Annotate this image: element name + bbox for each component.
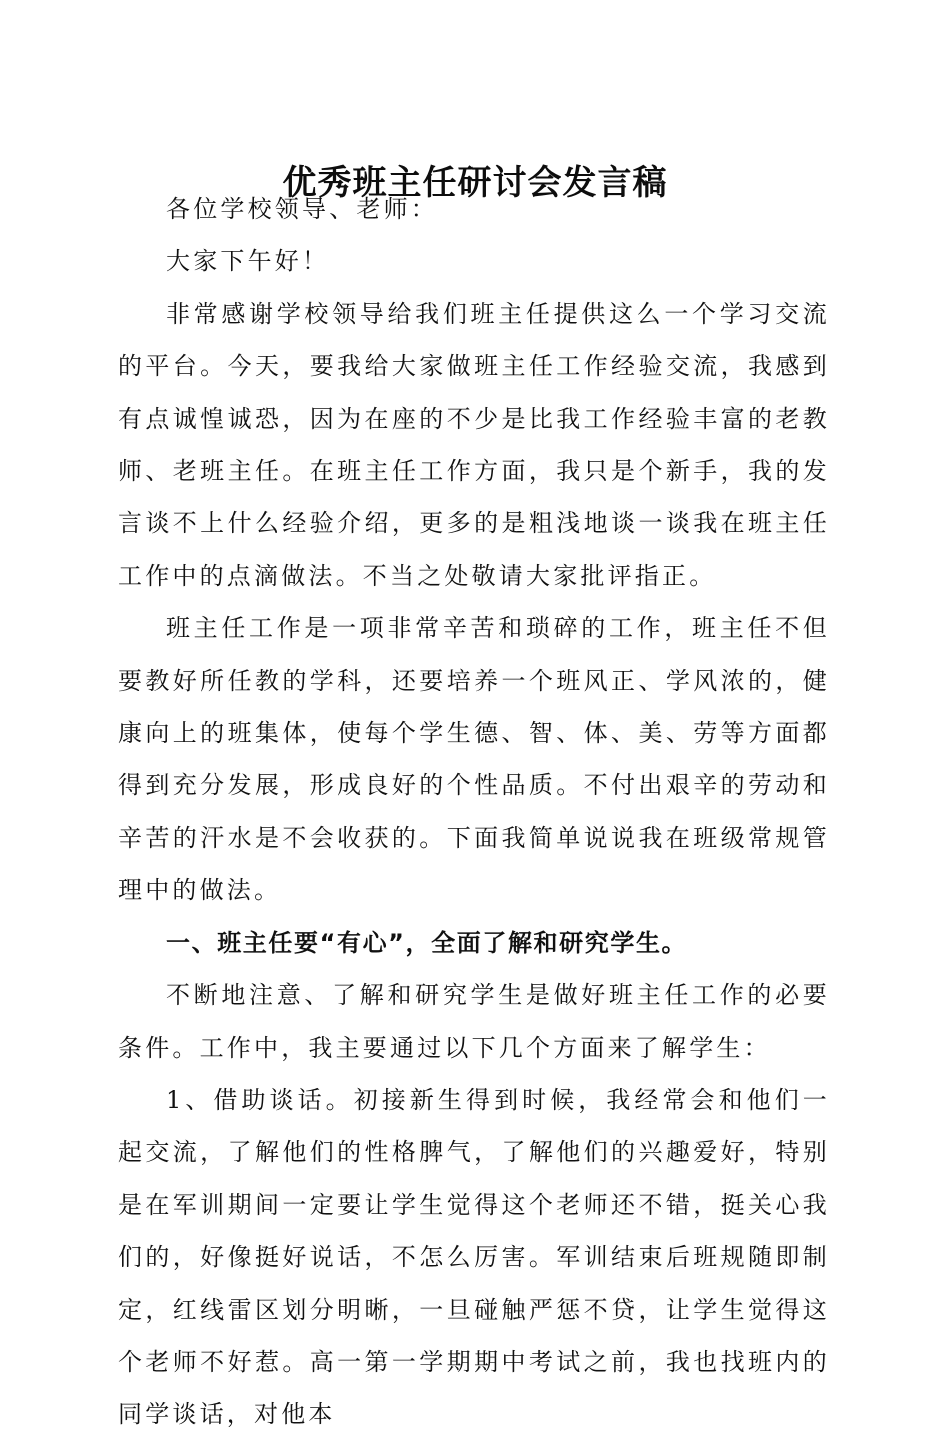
- document-title: 优秀班主任研讨会发言稿: [282, 162, 668, 203]
- document-body: [118, 183, 830, 1441]
- overview-paragraph: 班主任工作是一项非常辛苦和琐碎的工作，班主任不但要教好所任教的学科，还要培养一个班风正、学风浓的，健康向上的班集体，使每个学生德、智、体、美、劳等方面都得到充分发展，形成良好的个性品质。不付出艰辛的劳动和辛苦的汗水是不会收获的。下面我简单说说我在班级常规管理中的做法。: [118, 614, 830, 905]
- section-heading: 一、班主任要“有心”，全面了解和研究学生。: [166, 928, 688, 957]
- section-intro-paragraph: 不断地注意、了解和研究学生是做好班主任工作的必要条件。工作中，我主要通过以下几个方面来了解学生：: [118, 981, 830, 1062]
- salutation-paragraph: 大家下午好！: [166, 247, 330, 276]
- method-paragraph: 1、借助谈话。初接新生得到时候，我经常会和他们一起交流，了解他们的性格脾气，了解他们的兴趣爱好，特别是在军训期间一定要让学生觉得这个老师还不错，挺关心我们的，好像挺好说话，不怎么厉害。军训结束后班规随即制定，红线雷区划分明晰，一旦碰触严惩不贷，让学生觉得这个老师不好惹。高一第一学期期中考试之前，我也找班内的同学谈话，对他本: [118, 1085, 830, 1429]
- intro-paragraph: 非常感谢学校领导给我们班主任提供这么一个学习交流的平台。今天，要我给大家做班主任工作经验交流，我感到有点诚惶诚恐，因为在座的不少是比我工作经验丰富的老教师、老班主任。在班主任工作方面，我只是个新手，我的发言谈不上什么经验介绍，更多的是粗浅地谈一谈我在班主任工作中的点滴做法。不当之处敬请大家批评指正。: [118, 299, 830, 590]
- greeting-paragraph: 各位学校领导、老师：: [166, 195, 438, 223]
